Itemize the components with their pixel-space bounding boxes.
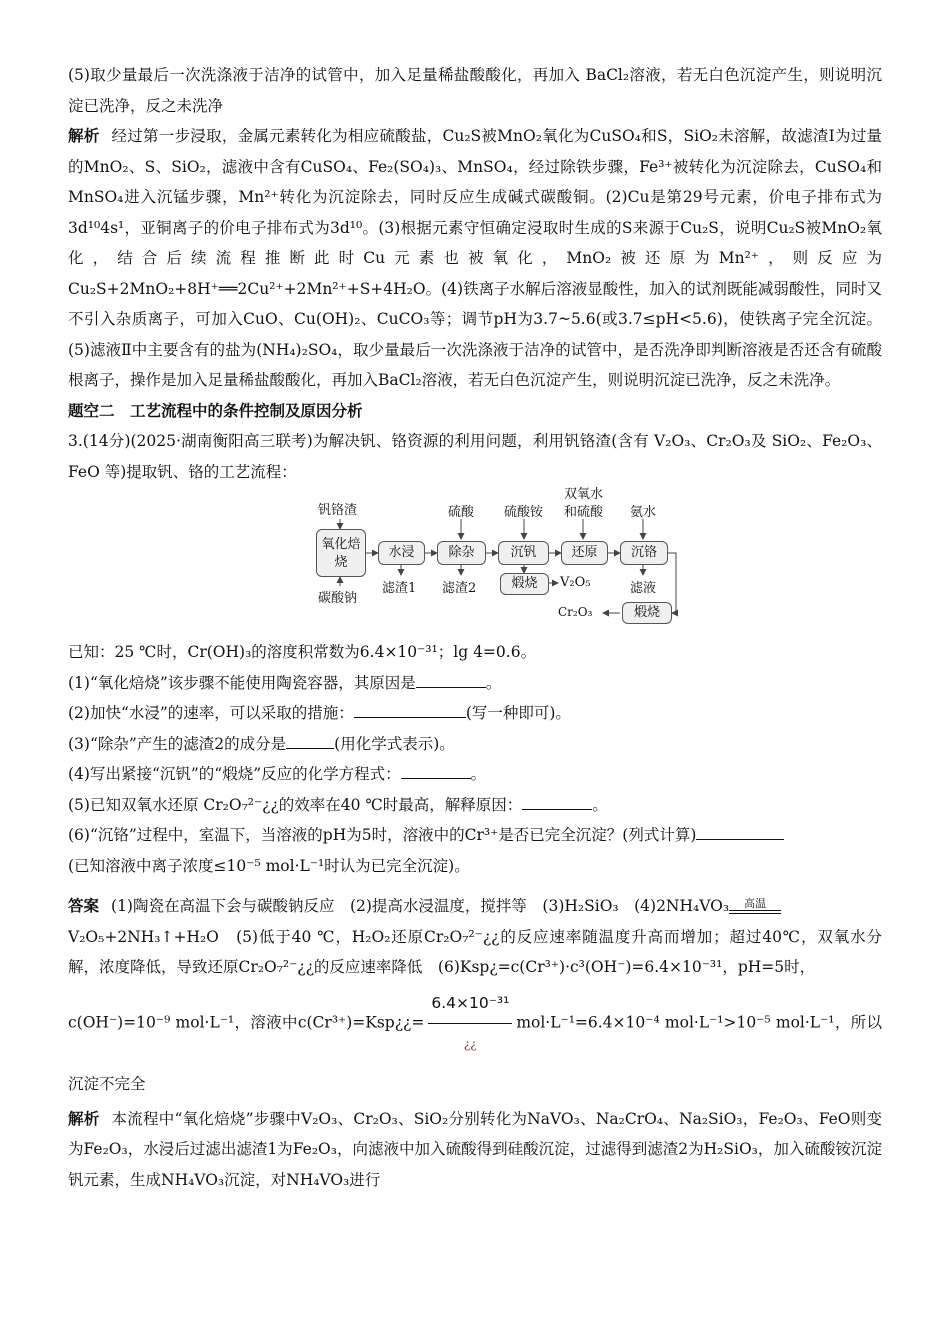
question-2	[68, 698, 882, 729]
condition-high-temp: 高温	[744, 896, 767, 910]
section-title: 题空二 工艺流程中的条件控制及原因分析	[68, 401, 363, 420]
question-2-text: (2)加快“水浸”的速率，可以采取的措施：	[68, 704, 354, 722]
process-flow-diagram	[296, 487, 696, 633]
paragraph-q5-answer: (5)取少量最后一次洗涤液于洁净的试管中，加入足量稀盐酸酸化，再加入 BaCl₂溶液，若无白色沉淀产生，则说明沉淀已洗净，反之未洗净	[68, 66, 882, 115]
box-impurity-removal: 除杂	[437, 541, 486, 565]
question-3	[68, 729, 882, 760]
analysis-block-2	[68, 1104, 882, 1196]
label-cr2o3: Cr₂O₃	[558, 605, 593, 619]
label-residue-1: 滤渣1	[382, 581, 417, 596]
box-reduction: 还原	[561, 541, 608, 565]
answer-text-1: (1)陶瓷在高温下会与碳酸钠反应 (2)提高水浸温度，搅拌等 (3)H₂SiO₃ (4)2NH₄VO₃	[111, 897, 730, 915]
fraction	[428, 983, 512, 1064]
box-oxidation-roasting: 氧化焙烧	[316, 529, 366, 577]
answer-text-3b: mol·L⁻¹=6.4×10⁻⁴ mol·L⁻¹>10⁻⁵ mol·L⁻¹，所以沉淀不完全	[68, 1013, 882, 1093]
box-calcination-1: 煅烧	[500, 573, 549, 595]
question-4-text: (4)写出紧接“沉钒”的“煅烧”反应的化学方程式：	[68, 765, 401, 783]
label-ammonia-water: 氨水	[630, 505, 657, 520]
fraction-denominator: ¿¿	[463, 1036, 477, 1051]
question-2-suffix: (写一种即可)。	[465, 704, 571, 722]
label-input-material: 钒铬渣	[318, 503, 358, 518]
question-5-text: (5)已知双氧水还原 Cr₂O₇²⁻¿¿的效率在40 ℃时最高，解释原因：	[68, 795, 523, 814]
answer-block	[68, 891, 882, 983]
question-4: (4)写出紧接“沉钒”的“煅烧”反应的化学方程式： 。	[68, 759, 882, 790]
question-6	[68, 820, 882, 851]
label-and-sulfuric-acid: 和硫酸	[564, 505, 604, 520]
reaction-condition	[729, 898, 781, 922]
question-3-text: (3)“除杂”产生的滤渣2的成分是	[68, 734, 287, 753]
answer-calculation	[68, 983, 882, 1104]
label-residue-2: 滤渣2	[442, 581, 477, 596]
question-5: (5)已知双氧水还原 Cr₂O₇²⁻¿¿的效率在40 ℃时最高，解释原因： 。	[68, 790, 882, 821]
analysis-label-2: 解析	[68, 1109, 100, 1128]
answer-blank-4	[401, 762, 471, 779]
box-chromium-precipitation: 沉铬	[620, 541, 668, 565]
label-filtrate: 滤液	[630, 581, 657, 596]
box-vanadium-precipitation: 沉钒	[498, 541, 549, 565]
answer-blank-3	[286, 732, 334, 749]
known-conditions: 已知：25 ℃时，Cr(OH)₃的溶度积常数为6.4×10⁻³¹；lg 4=0.6。	[68, 643, 537, 661]
analysis-label: 解析	[68, 127, 100, 145]
question-3-intro: 3.(14分)(2025·湖南衡阳高三联考)为解决钒、铬资源的利用问题，利用钒铬渣(含有 V₂O₃、Cr₂O₃及 SiO₂、Fe₂O₃、FeO 等)提取钒、铬的工艺流程：	[68, 432, 882, 481]
answer-text-2: V₂O₅+2NH₃↑+H₂O (5)低于40 ℃，H₂O₂还原Cr₂O₇²⁻¿¿的反应速率随温度升高而增加；超过40℃，双氧水分解，浓度降低，导致还原Cr₂O₇²⁻¿¿的反应速率降低 (6)Ksp¿=c(Cr³⁺)·c³(OH⁻)=6.4×10⁻³¹，pH=5时，	[68, 927, 882, 976]
question-1: (1)“氧化焙烧”该步骤不能使用陶瓷容器，其原因是 。	[68, 668, 882, 699]
fraction-numerator: 6.4×10⁻³¹	[428, 983, 512, 1024]
answer-blank-2	[354, 701, 466, 718]
question-1-text: (1)“氧化焙烧”该步骤不能使用陶瓷容器，其原因是	[68, 673, 416, 692]
answer-text-3a: c(OH⁻)=10⁻⁹ mol·L⁻¹，溶液中c(Cr³⁺)=Ksp¿¿=	[68, 1013, 425, 1031]
label-ammonium-sulfate: 硫酸铵	[504, 505, 544, 520]
label-v2o5: V₂O₅	[560, 575, 591, 590]
question-6-note: (已知溶液中离子浓度≤10⁻⁵ mol·L⁻¹时认为已完全沉淀)。	[68, 856, 470, 875]
analysis-text-2: 本流程中“氧化焙烧”步骤中V₂O₃、Cr₂O₃、SiO₂分别转化为NaVO₃、Na₂CrO₄、Na₂SiO₃，Fe₂O₃、FeO则变为Fe₂O₃，水浸后过滤出滤渣1为Fe₂O₃，向滤液中加入硫酸得到硅酸沉淀，过滤得到滤渣2为H₂SiO₃，加入硫酸铵沉淀钒元素，生成NH₄VO₃沉淀，对NH₄VO₃进行	[68, 1109, 882, 1189]
analysis-text-1: 经过第一步浸取，金属元素转化为相应硫酸盐，Cu₂S被MnO₂氧化为CuSO₄和S，SiO₂未溶解，故滤渣Ⅰ为过量的MnO₂、S、SiO₂，滤液中含有CuSO₄、Fe₂(SO₄)₃、MnSO₄，经过除铁步骤，Fe³⁺被转化为沉淀除去，CuSO₄和MnSO₄进入沉锰步骤，Mn²⁺转化为沉淀除去，同时反应生成碱式碳酸铜。(2)Cu是第29号元素，价电子排布式为3d¹⁰4s¹，亚铜离子的价电子排布式为3d¹⁰。(3)根据元素守恒确定浸取时生成的S来源于Cu₂S，说明Cu₂S被MnO₂氧化，结合后续流程推断此时Cu元素也被氧化，MnO₂被还原为Mn²⁺，则反应为Cu₂S+2MnO₂+8H⁺══2Cu²⁺+2Mn²⁺+S+4H₂O。(4)铁离子水解后溶液显酸性，加入的试剂既能减弱酸性，同时又不引入杂质离子，可加入CuO、Cu(OH)₂、CuCO₃等；调节pH为3.7~5.6(或3.7≤pH<5.6)，使铁离子完全沉淀。(5)滤液Ⅱ中主要含有的盐为(NH₄)₂SO₄，取少量最后一次洗涤液于洁净的试管中，是否洗净即判断溶液是否还含有硫酸根离子，操作是加入足量稀盐酸酸化，再加入BaCl₂溶液，若无白色沉淀产生，则说明沉淀已洗净，反之未洗净。	[68, 127, 882, 389]
label-sodium-carbonate: 碳酸钠	[318, 591, 358, 606]
answer-blank-6	[696, 823, 784, 840]
question-3-suffix: (用化学式表示)。	[334, 734, 455, 753]
answer-blank-1	[416, 671, 486, 688]
question-6-text: (6)“沉铬”过程中，室温下，当溶液的pH为5时，溶液中的Cr³⁺是否已完全沉淀？(列式计算)	[68, 826, 697, 844]
analysis-block-1	[68, 121, 882, 396]
label-sulfuric-acid: 硫酸	[448, 505, 475, 520]
document-page	[68, 60, 882, 1195]
box-water-leach: 水浸	[378, 541, 425, 565]
label-hydrogen-peroxide: 双氧水	[564, 487, 604, 502]
box-calcination-2: 煅烧	[622, 602, 672, 624]
answer-label: 答案	[68, 897, 100, 915]
answer-blank-5	[522, 793, 592, 810]
